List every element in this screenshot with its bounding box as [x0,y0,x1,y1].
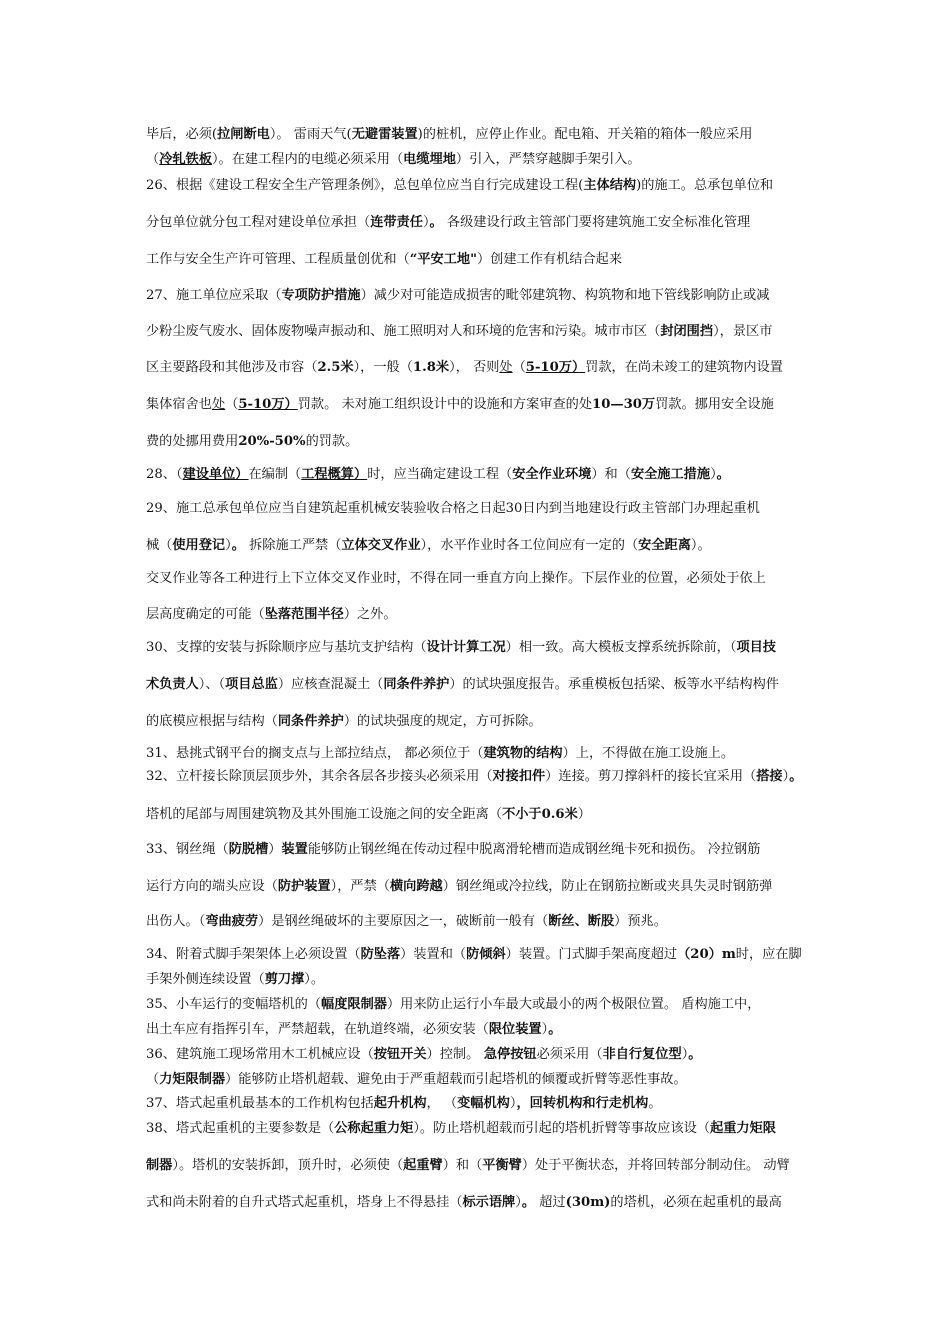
body-text: ）的试块强度报告。承重模板包括梁、板等水平结构构件 [449,677,779,692]
body-text: ）。在建工程内的电缆必须采用（ [211,152,404,167]
body-text: 毕后，必须( [146,127,218,142]
body-text: ）装置。门式脚手架高度超过 [505,947,678,962]
body-text: ） [681,1047,689,1062]
emphasis-text: 力矩限制器 [159,1072,226,1087]
body-text: ）、（ [198,677,226,692]
body-text: 出土车应有指挥引车，严禁超载，在轨道终端，必须安装（ [146,1022,489,1037]
body-text: 手架外侧连续设置（ [146,972,265,987]
emphasis-text: 工程概算） [301,467,368,482]
body-text: ）能够防止塔机超载、避免由于严重超载而引起塔机的倾覆或折臂等恶性事故。 [225,1072,687,1087]
body-text: ） [710,467,717,482]
body-text: ）应核查混凝土（ [277,677,384,692]
emphasis-text: 平衡臂 [482,1158,522,1173]
body-text: ） [782,769,790,784]
text-line [146,841,826,859]
body-text: 。 [648,1096,662,1111]
body-text: ）预兆。 [614,914,667,929]
emphasis-text: 非自行复位型 [602,1047,682,1062]
emphasis-text: 起重力矩限 [710,1121,776,1136]
emphasis-text: 安全作业环境 [512,467,592,482]
body-text: ）处于平衡状态，并将回转部分制动住。 动臂 [521,1158,790,1173]
emphasis-text: 5-10万） [525,360,586,375]
body-text: 时，应在脚 [735,947,802,962]
body-text: 能够防止钢丝绳在传动过程中脱离滑轮槽而造成钢丝绳卡死和损伤。 冷拉钢筋 [307,842,761,857]
body-text: ）装置和（ [400,947,467,962]
emphasis-text: 同条件养护 [277,714,344,729]
body-text: ）之外。 [343,607,397,622]
body-text: 交叉作业等各工种进行上下立体交叉作业时，不得在同一垂直方向上操作。下层作业的位置，必须处于依上 [146,571,766,586]
text-line [146,1194,826,1212]
text-line [146,913,826,931]
emphasis-text: 冷轧铁板 [159,152,212,167]
body-text: 费的处挪用费用 [146,434,239,449]
emphasis-text: 剪刀撑 [264,972,305,987]
emphasis-text: 。 [716,467,730,482]
emphasis-text: 急停按钮 [479,1047,537,1062]
body-text: ）。塔机的安装拆卸，顶升时，必须使（ [172,1158,404,1173]
emphasis-text: 2.5米 [317,360,354,375]
body-text: 拆除施工严禁（ [244,538,342,553]
emphasis-text: 设计计算工况 [426,640,506,655]
emphasis-text: 装置 [281,842,308,857]
emphasis-text: 弯曲疲劳 [205,914,259,929]
emphasis-text: 项目总监 [225,677,278,692]
body-text: ） [225,538,232,553]
text-line [146,177,826,195]
text-line [146,433,826,451]
emphasis-text: 防护装置 [277,879,331,894]
emphasis-text: 不小于0.6米 [502,807,578,822]
text-line [146,768,826,786]
text-line [146,251,826,269]
body-text: )的施工。总承包单位和 [636,178,774,193]
body-text: （ [146,152,160,167]
emphasis-text: 公称起重力矩 [334,1121,414,1136]
body-text: 超过 [535,1195,566,1210]
text-line [146,1120,826,1138]
text-line [146,1095,826,1113]
body-text: ）和（ [442,1158,483,1173]
body-text: 28、（ [146,467,183,482]
body-text: ）的试块强度的规定，方可拆除。 [343,714,542,729]
text-line [146,745,826,763]
body-text: 工作与安全生产许可管理、工程质量创优和（ [146,252,410,267]
body-text: 36、建筑施工现场常用木工机械应设（ [146,1047,374,1062]
body-text: ）连接。剪刀撑斜杆的接长宜采用（ [545,769,757,784]
body-text: ）减少对可能造成损害的毗邻建筑物、构筑物和地下管线影响防止或减 [360,288,770,303]
body-text: 35、小车运行的变幅塔机的（ [146,997,322,1012]
text-line [146,806,826,824]
body-text: ），景区市 [713,324,773,339]
emphasis-text: 防脱槽 [228,842,269,857]
body-text: 37、塔式起重机最基本的工作机构包括 [146,1096,374,1111]
body-text: 的罚款。 [305,434,359,449]
body-text: ），一般（ [353,360,413,375]
body-text: 38、塔式起重机的主要参数是（ [146,1121,335,1136]
body-text: 处 [499,360,513,375]
emphasis-text: 电缆埋地 [403,152,456,167]
body-text: 31、悬挑式钢平台的搁支点与上部拉结点， 都必须位于（ [146,746,484,761]
emphasis-text: 幅度限制器 [321,997,387,1012]
body-text: ）用来防止运行小车最大或最小的两个极限位置。 盾构施工中， [386,997,761,1012]
emphasis-text: 连带责任 [370,215,423,230]
emphasis-text: 建设单位） [182,467,249,482]
text-line [146,396,826,414]
emphasis-text: 10—30万 [592,397,656,412]
emphasis-text: 使用登记 [172,538,226,553]
emphasis-text: 立体交叉作业 [341,538,421,553]
emphasis-text: 标示语牌 [462,1195,516,1210]
body-text: 30、支撑的安装与拆除顺序应与基坑支护结构（ [146,640,427,655]
emphasis-text: 横向跨越 [389,879,443,894]
body-text: 层高度确定的可能（ [146,607,265,622]
emphasis-text: 。 [789,769,803,784]
emphasis-text: 搭接 [756,769,783,784]
body-text: 32、立杆接长除顶层顶步外，其余各层各步接头必须采用（ [146,769,493,784]
body-text: ）钢丝绳或冷拉线，防止在钢筋拉断或夹具失灵时钢筋弹 [442,879,773,894]
body-text: 34、附着式脚手架架体上必须设置（ [146,947,361,962]
text-line [146,676,826,694]
body-text: ） [422,215,430,230]
body-text: 26、根据《建设工程安全生产管理条例》，总包单位应当自行完成建设工程( [146,178,584,193]
emphasis-text: 封闭围挡 [660,324,714,339]
body-text: 各级建设行政主管部门要将建筑施工安全标准化管理 [442,215,751,230]
emphasis-text: 主体结构 [583,178,637,193]
body-text: 的底模应根据与结构（ [146,714,278,729]
body-text: 式和尚未附着的自升式塔式起重机，塔身上不得悬挂（ [146,1195,463,1210]
emphasis-text: 安全距离 [638,538,691,553]
emphasis-text: 。 [231,538,245,553]
body-text: ），水平作业时各工位间应有一定的（ [420,538,639,553]
text-line [146,214,826,232]
body-text: 的塔机，必须在起重机的最高 [610,1195,782,1210]
body-text: ）控制。 [426,1047,480,1062]
text-line [146,500,826,518]
emphasis-text: 5-10万） [238,397,298,412]
text-line [146,1071,826,1089]
body-text: 罚款，在尚未竣工的建筑物内设置 [585,360,783,375]
emphasis-text: 20%-50% [238,434,306,449]
text-line [146,996,826,1014]
body-text: 27、施工单位应采取（ [146,288,282,303]
text-line [146,878,826,896]
text-line [146,537,826,555]
body-text: （ [225,397,239,412]
body-text: 33、钢丝绳（ [146,842,229,857]
body-text: ， （ [426,1096,458,1111]
text-line [146,971,826,989]
emphasis-text: 安全施工措施 [630,467,711,482]
text-line [146,713,826,731]
body-text: 塔机的尾部与周围建筑物及其外围施工设施之间的安全距离（ [146,807,503,822]
body-text: 出伤人。（ [146,914,206,929]
body-text: ）。 雷雨天气( [269,127,352,142]
body-text: ） [268,842,282,857]
emphasis-text: 专项防护措施 [281,288,361,303]
body-text: 罚款。挪用安全设施 [655,397,774,412]
body-text: 区主要路段和其他涉及市容（ [146,360,318,375]
body-text: 运行方向的端头应设（ [146,879,278,894]
body-text: ）。 [690,538,711,553]
emphasis-text: 变幅机构 [457,1096,510,1111]
body-text: ）。防止塔机超载而引起的塔机折臂等事故应该设（ [413,1121,711,1136]
emphasis-text: 拉闸断电 [217,127,270,142]
emphasis-text: 无避雷装置 [351,127,418,142]
body-text: ） [509,1096,517,1111]
emphasis-text: 建筑物的结构 [483,746,563,761]
body-text: 械（ [146,538,173,553]
body-text: ）， 否则 [449,360,500,375]
body-text: ）是钢丝绳破坏的主要原因之一，破断前一般有（ [258,914,549,929]
body-text: 罚款。 未对施工组织设计中的设施和方案审查的处 [297,397,593,412]
body-text: ）和（ [591,467,631,482]
body-text: ） [515,1195,522,1210]
emphasis-text: 坠落范围半径 [264,607,344,622]
body-text: （ [146,1072,160,1087]
emphasis-text: 防倾斜 [466,947,506,962]
emphasis-text: 。 [429,215,443,230]
text-line [146,570,826,588]
body-text: ）引入，严禁穿越脚手架引入。 [455,152,641,167]
emphasis-text: “平安工地" [409,252,477,267]
body-text: ）上，不得做在施工设施上。 [562,746,735,761]
text-line [146,466,826,484]
emphasis-text: 按钮开关 [373,1047,427,1062]
text-line [146,1157,826,1175]
emphasis-text: 术负责人 [146,677,199,692]
emphasis-text: 1.8米 [412,360,450,375]
text-line [146,151,826,169]
body-text: ） [541,1022,549,1037]
text-line [146,359,826,377]
body-text: ），严禁（ [330,879,390,894]
body-text: )的桩机，应停止作业。配电箱、开关箱的箱体一般应采用 [417,127,753,142]
emphasis-text: 。 [521,1195,536,1210]
text-line [146,606,826,624]
body-text: （ [512,360,526,375]
body-text: ）创建工作有机结合起来 [476,252,623,267]
body-text: 29、施工总承包单位应当自建筑起重机械安装验收合格之日起30日内到当地建设行政主管部门办理起重机 [146,501,760,516]
text-line [146,1046,826,1064]
text-line [146,323,826,341]
emphasis-text: 。 [688,1047,702,1062]
body-text: 集体宿舍也 [146,397,212,412]
body-text: 必须采用（ [536,1047,603,1062]
emphasis-text: 起升机构 [373,1096,427,1111]
text-line [146,639,826,657]
text-line [146,1021,826,1039]
emphasis-text: （20）m [677,947,736,962]
text-line [146,126,826,144]
body-text: ）。 [304,972,325,987]
body-text: 在编制（ [248,467,302,482]
body-text: 少粉尘废气废水、固体废物噪声振动和、施工照明对人和环境的危害和污染。城市市区（ [146,324,661,339]
body-text: ） [577,807,591,822]
emphasis-text: 。 [548,1022,562,1037]
body-text: 处 [211,397,226,412]
text-line [146,287,826,305]
emphasis-text: 限位装置 [488,1022,542,1037]
text-line [146,946,826,964]
emphasis-text: 同条件养护 [383,677,450,692]
emphasis-text: 防坠落 [360,947,401,962]
emphasis-text: (30m) [565,1195,611,1210]
body-text: 时，应当确定建设工程（ [367,467,513,482]
emphasis-text: 项目技 [736,640,776,655]
emphasis-text: 对接扣件 [492,769,546,784]
body-text: ）相一致。高大模板支撑系统拆除前，（ [505,640,737,655]
emphasis-text: 制器 [146,1158,173,1173]
emphasis-text: 断丝、断股 [548,914,615,929]
body-text: 分包单位就分包工程对建设单位承担（ [146,215,371,230]
emphasis-text: ，回转机构和行走机构 [516,1096,649,1111]
emphasis-text: 起重臂 [403,1158,443,1173]
